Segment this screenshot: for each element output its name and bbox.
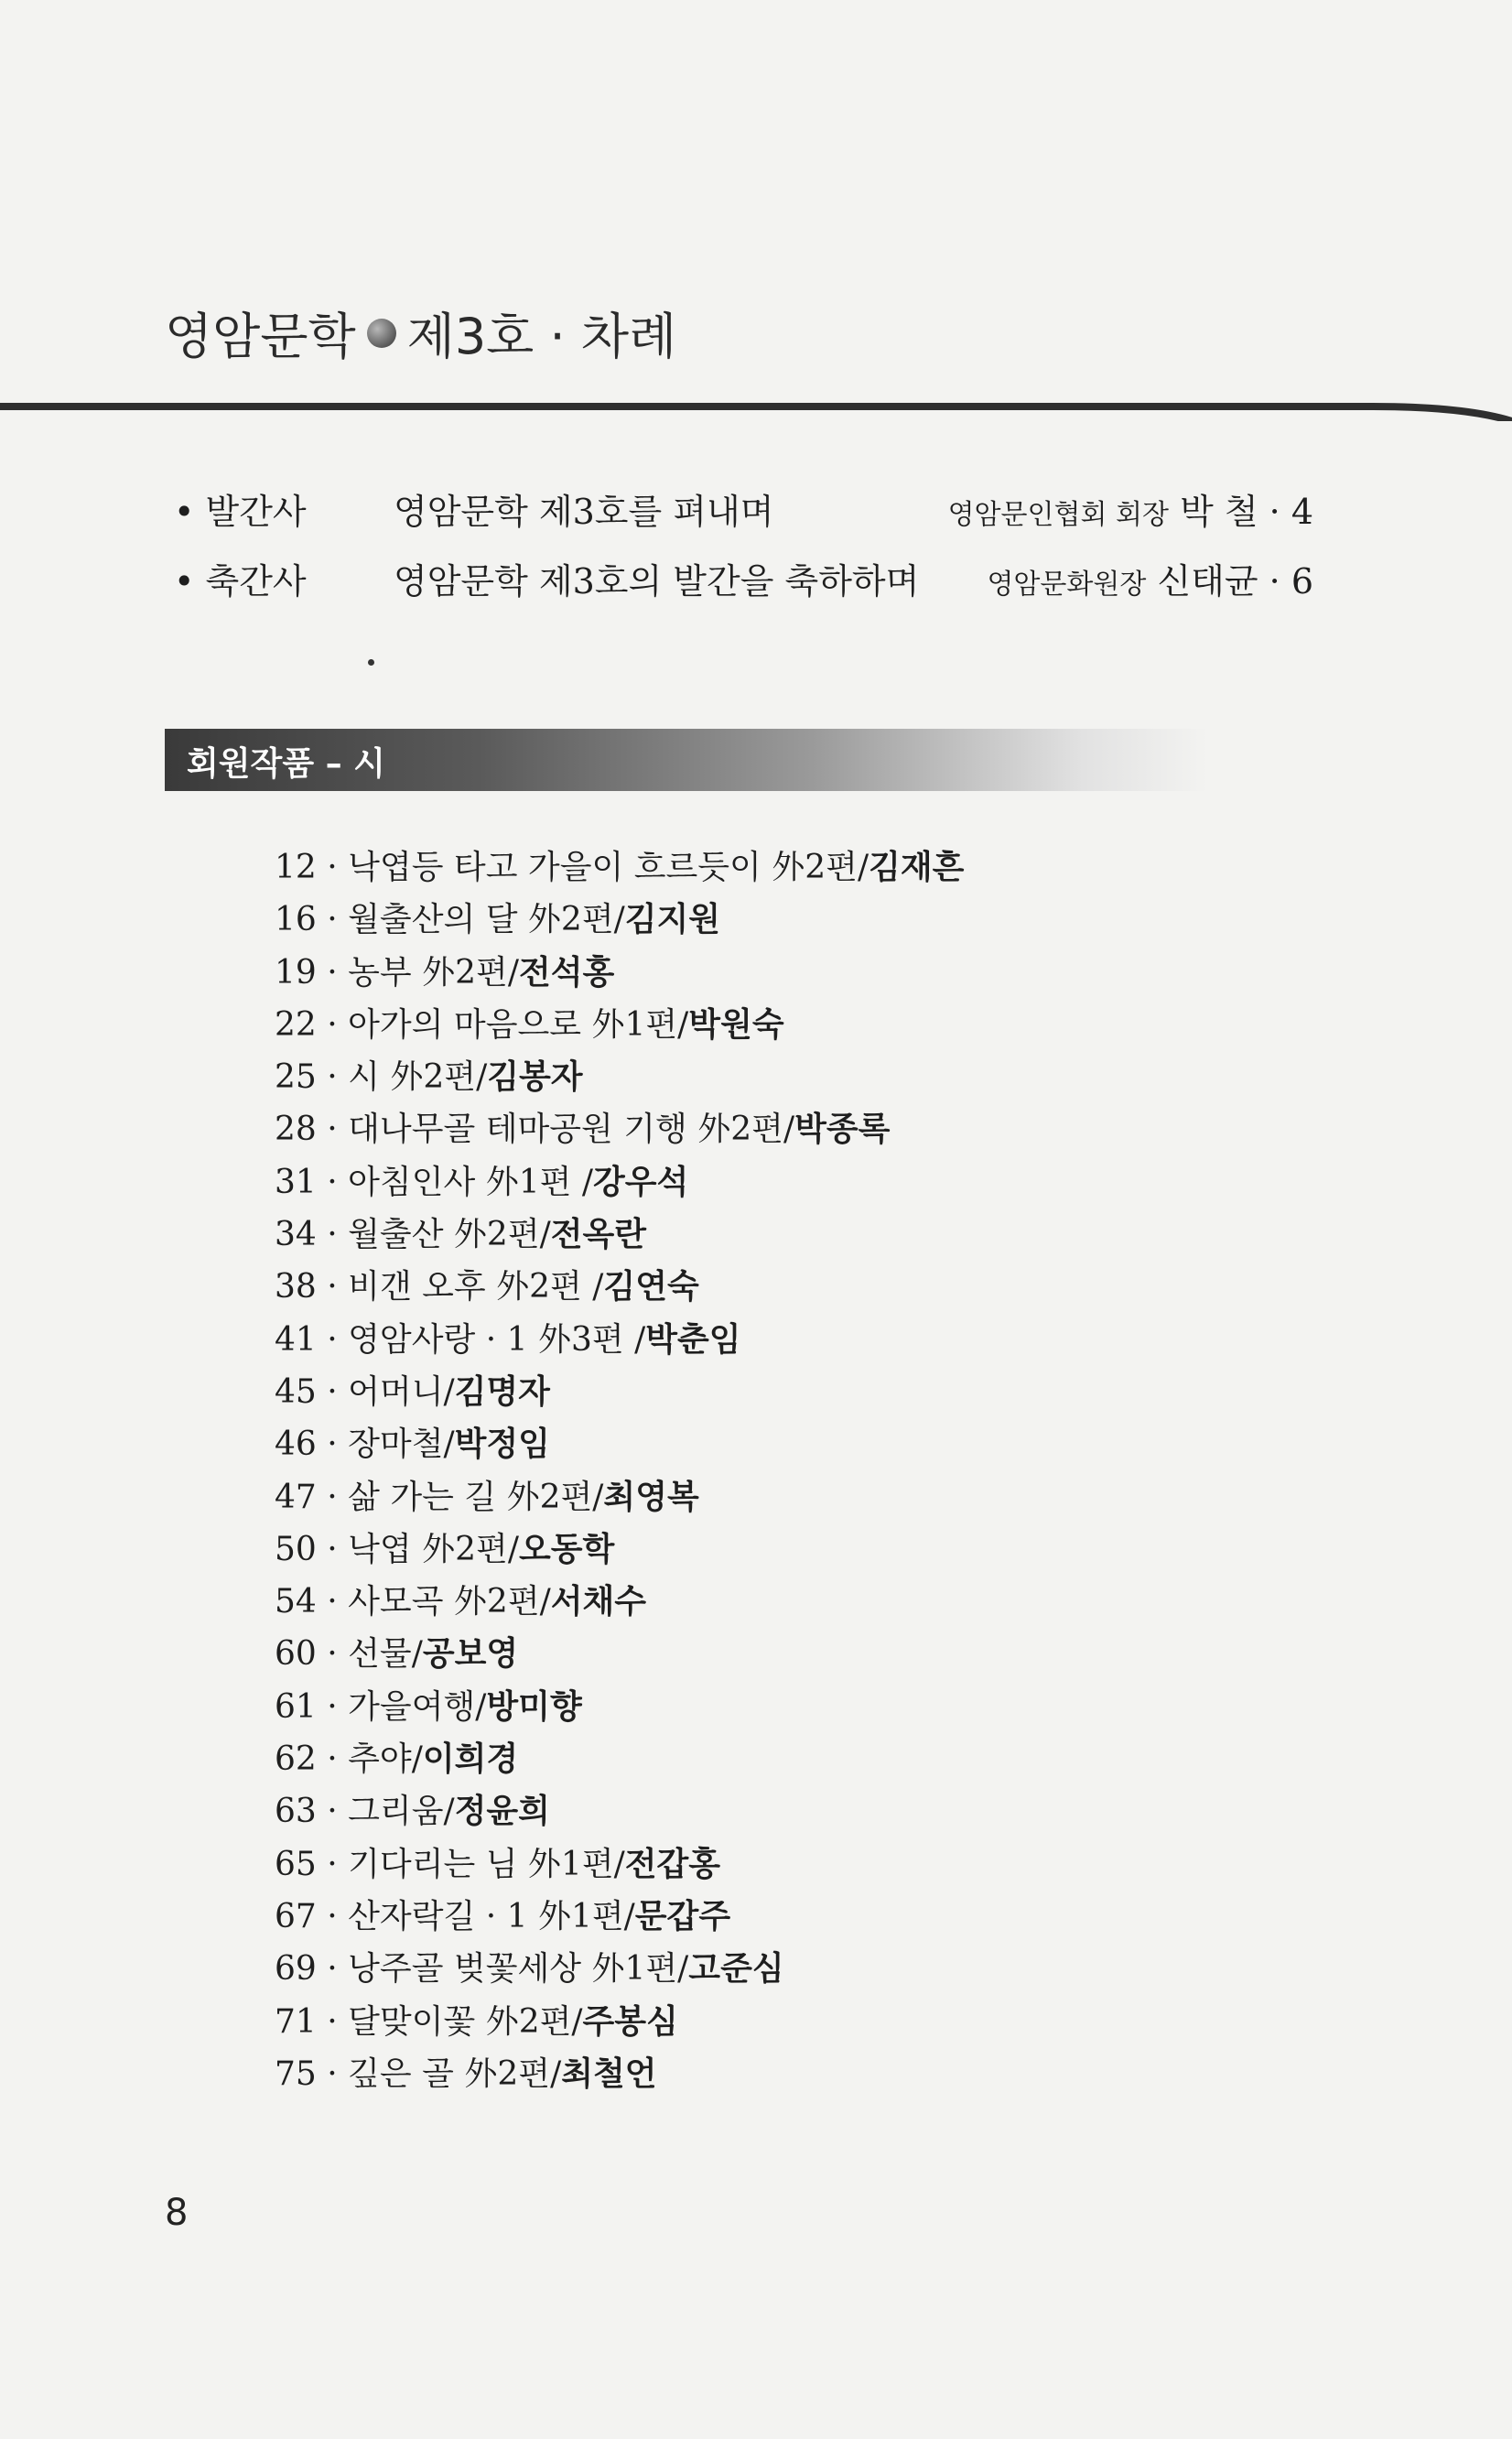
- toc-title: 낙엽 外2편: [348, 1530, 508, 1568]
- toc-page: 19: [275, 953, 317, 992]
- intro-org: 영암문인협회 회장: [947, 499, 1169, 531]
- toc-title: 삶 가는 길 外2편: [348, 1478, 593, 1516]
- toc-entry: [275, 1369, 964, 1421]
- toc-entry: [275, 1893, 964, 1946]
- intro-org: 영암문화원장: [987, 569, 1147, 601]
- toc-entry: [275, 1317, 964, 1369]
- toc-title: 아침인사 外1편: [348, 1163, 582, 1201]
- intro-page: · 4: [1269, 492, 1313, 532]
- intro-page: · 6: [1269, 561, 1313, 602]
- toc-separator: ·: [316, 2002, 349, 2041]
- toc-page: 61: [275, 1687, 317, 1726]
- toc-author: 방미향: [486, 1687, 582, 1726]
- toc-slash: /: [443, 1425, 455, 1464]
- toc-separator: ·: [316, 1320, 349, 1359]
- toc-title: 대나무골 테마공원 기행 外2편: [348, 1111, 783, 1149]
- intro-author: 박 철: [1180, 492, 1258, 532]
- toc-slash: /: [677, 1005, 689, 1044]
- toc-page: 71: [275, 2002, 317, 2041]
- toc-entry: [275, 1054, 964, 1106]
- toc-slash: /: [476, 1058, 488, 1097]
- toc-page: 31: [275, 1163, 317, 1201]
- toc-title: 그리움: [348, 1793, 444, 1831]
- toc-page: 16: [275, 901, 317, 939]
- toc-entry: [275, 1736, 964, 1788]
- toc-slash: /: [571, 2002, 583, 2041]
- toc-page: 41: [275, 1320, 317, 1359]
- toc-slash: /: [613, 1845, 625, 1883]
- toc-slash: /: [443, 1793, 455, 1831]
- toc-slash: /: [581, 1163, 593, 1201]
- toc-separator: ·: [316, 849, 349, 886]
- toc-separator: ·: [316, 1163, 349, 1201]
- toc-separator: ·: [316, 1950, 349, 1989]
- toc-title: 달맞이꽃 外2편: [348, 2002, 572, 2041]
- toc-separator: ·: [316, 1058, 349, 1097]
- toc-page: 22: [275, 1005, 317, 1044]
- toc-entry: [275, 1841, 964, 1893]
- toc-page: 50: [275, 1530, 317, 1568]
- toc-page: 28: [275, 1111, 317, 1149]
- journal-title: 영암문학: [165, 308, 356, 365]
- toc-separator: ·: [316, 2054, 349, 2093]
- toc-author: 김지원: [624, 901, 721, 939]
- toc-slash: /: [411, 1635, 423, 1674]
- intro-title: 영암문학 제3호를 펴내며: [394, 492, 774, 532]
- toc-title: 월출산의 달 外2편: [348, 901, 614, 939]
- toc-entry: [275, 2051, 964, 2103]
- toc-page: 62: [275, 1740, 317, 1779]
- toc-author: 김연숙: [603, 1268, 699, 1306]
- intro-row: [165, 553, 1313, 623]
- toc-separator: ·: [316, 901, 349, 939]
- toc-entry: [275, 1684, 964, 1736]
- toc-separator: ·: [316, 1845, 349, 1883]
- toc-author: 이희경: [422, 1740, 519, 1779]
- intro-kind: • 축간사: [174, 561, 307, 602]
- toc-author: 주봉심: [582, 2002, 678, 2041]
- toc-entry: [275, 1999, 964, 2051]
- toc-entry: [275, 1421, 964, 1473]
- toc-entry: [275, 896, 964, 948]
- toc-separator: ·: [316, 1216, 349, 1254]
- toc-slash: /: [539, 1216, 551, 1254]
- toc-author: 최철언: [561, 2054, 657, 2093]
- toc-entry: [275, 1211, 964, 1263]
- toc-separator: ·: [316, 1530, 349, 1568]
- toc-author: 서채수: [550, 1583, 647, 1621]
- toc-slash: /: [634, 1320, 646, 1359]
- toc-slash: /: [592, 1478, 604, 1516]
- print-speck: [368, 659, 374, 666]
- toc-page: 12: [275, 849, 317, 886]
- toc-author: 전석홍: [518, 953, 615, 992]
- toc-entry: [275, 1002, 964, 1054]
- toc-slash: /: [539, 1583, 551, 1621]
- toc-separator: ·: [316, 1268, 349, 1306]
- page-number: 8: [165, 2192, 189, 2234]
- toc-title: 선물: [348, 1635, 412, 1674]
- toc-separator: ·: [316, 1425, 349, 1464]
- intro-author: 신태균: [1157, 561, 1258, 602]
- toc-entry: [275, 1106, 964, 1158]
- issue-title: 제3호 · 차례: [406, 308, 677, 365]
- toc-title: 월출산 外2편: [348, 1216, 540, 1254]
- toc-slash: /: [783, 1111, 795, 1149]
- toc-slash: /: [857, 849, 869, 886]
- toc-author: 최영복: [603, 1478, 699, 1516]
- toc-entry: [275, 1263, 964, 1316]
- toc-page: 60: [275, 1635, 317, 1674]
- toc-title: 낭주골 벚꽃세상 外1편: [348, 1950, 678, 1989]
- toc-separator: ·: [316, 1897, 349, 1935]
- toc-page: 45: [275, 1372, 317, 1411]
- toc-slash: /: [443, 1372, 455, 1411]
- toc-author: 정윤희: [454, 1793, 550, 1831]
- toc-title: 농부 外2편: [348, 953, 508, 992]
- toc-author: 김명자: [454, 1372, 550, 1411]
- toc-separator: ·: [316, 1583, 349, 1621]
- toc-entry: [275, 1946, 964, 1998]
- toc-author: 문갑주: [634, 1897, 731, 1935]
- toc-author: 박종록: [794, 1111, 891, 1149]
- toc-separator: ·: [316, 1740, 349, 1779]
- toc-page: 69: [275, 1950, 317, 1989]
- toc-slash: /: [507, 953, 519, 992]
- intro-list: [165, 483, 1313, 623]
- intro-kind: • 발간사: [174, 492, 307, 532]
- toc-separator: ·: [316, 1478, 349, 1516]
- toc-author: 고준심: [688, 1950, 784, 1989]
- toc-author: 오동학: [518, 1530, 615, 1568]
- toc-title: 가을여행: [348, 1687, 476, 1726]
- toc-slash: /: [411, 1740, 423, 1779]
- toc-title: 장마철: [348, 1425, 444, 1464]
- toc-separator: ·: [316, 1005, 349, 1044]
- section-title: 회원작품 – 시: [187, 745, 385, 783]
- toc-separator: ·: [316, 1111, 349, 1149]
- toc-entry: [275, 1788, 964, 1840]
- toc-page: 47: [275, 1478, 317, 1516]
- toc-title: 산자락길 · 1 外1편: [348, 1897, 624, 1935]
- toc-page: 54: [275, 1583, 317, 1621]
- toc-page: 65: [275, 1845, 317, 1883]
- toc-title: 비갠 오후 外2편: [348, 1268, 593, 1306]
- toc-title: 추야: [348, 1740, 412, 1779]
- toc-entry: [275, 1159, 964, 1211]
- toc-separator: ·: [316, 1372, 349, 1411]
- toc-separator: ·: [316, 1635, 349, 1674]
- toc-author: 강우석: [592, 1163, 689, 1201]
- toc-page: 38: [275, 1268, 317, 1306]
- toc-separator: ·: [316, 953, 349, 992]
- toc-entry: [275, 949, 964, 1002]
- toc-page: 34: [275, 1216, 317, 1254]
- toc-title: 사모곡 外2편: [348, 1583, 540, 1621]
- toc-entry: [275, 1526, 964, 1578]
- toc-slash: /: [507, 1530, 519, 1568]
- toc-entry: [275, 1474, 964, 1526]
- toc-page: 67: [275, 1897, 317, 1935]
- toc-title: 깊은 골 外2편: [348, 2054, 551, 2093]
- toc-author: 김봉자: [487, 1058, 583, 1097]
- toc-author: 김재흔: [869, 849, 965, 886]
- toc-slash: /: [623, 1897, 635, 1935]
- page-header-title: [165, 298, 676, 368]
- toc-list: [275, 844, 964, 2103]
- toc-title: 아가의 마음으로 外1편: [348, 1005, 678, 1044]
- toc-entry: [275, 1631, 964, 1683]
- toc-separator: ·: [316, 1793, 349, 1831]
- toc-author: 박원숙: [688, 1005, 784, 1044]
- toc-entry: [275, 1578, 964, 1631]
- toc-page: 63: [275, 1793, 317, 1831]
- toc-author: 전갑홍: [624, 1845, 721, 1883]
- toc-page: 25: [275, 1058, 317, 1097]
- intro-title: 영암문학 제3호의 발간을 축하하며: [394, 561, 920, 602]
- toc-slash: /: [613, 901, 625, 939]
- toc-page: 75: [275, 2054, 317, 2093]
- header-divider: [0, 394, 1512, 421]
- toc-separator: ·: [316, 1687, 349, 1726]
- sphere-bullet-icon: [367, 319, 396, 348]
- intro-row: [165, 483, 1313, 553]
- toc-slash: /: [677, 1950, 689, 1989]
- section-header-bar: [165, 729, 1208, 791]
- toc-slash: /: [475, 1687, 487, 1726]
- toc-title: 기다리는 님 外1편: [348, 1845, 614, 1883]
- toc-title: 영암사랑 · 1 外3편: [348, 1320, 635, 1359]
- toc-page: 46: [275, 1425, 317, 1464]
- toc-entry: [275, 844, 964, 896]
- toc-title: 낙엽등 타고 가을이 흐르듯이 外2편: [348, 849, 858, 886]
- toc-slash: /: [550, 2054, 562, 2093]
- toc-author: 박정임: [454, 1425, 550, 1464]
- toc-title: 어머니: [348, 1372, 444, 1411]
- intro-byline: [987, 553, 1313, 603]
- toc-author: 공보영: [422, 1635, 519, 1674]
- toc-slash: /: [592, 1268, 604, 1306]
- toc-author: 전옥란: [550, 1216, 647, 1254]
- intro-byline: [948, 483, 1313, 534]
- toc-title: 시 外2편: [348, 1058, 477, 1097]
- toc-author: 박춘임: [645, 1320, 741, 1359]
